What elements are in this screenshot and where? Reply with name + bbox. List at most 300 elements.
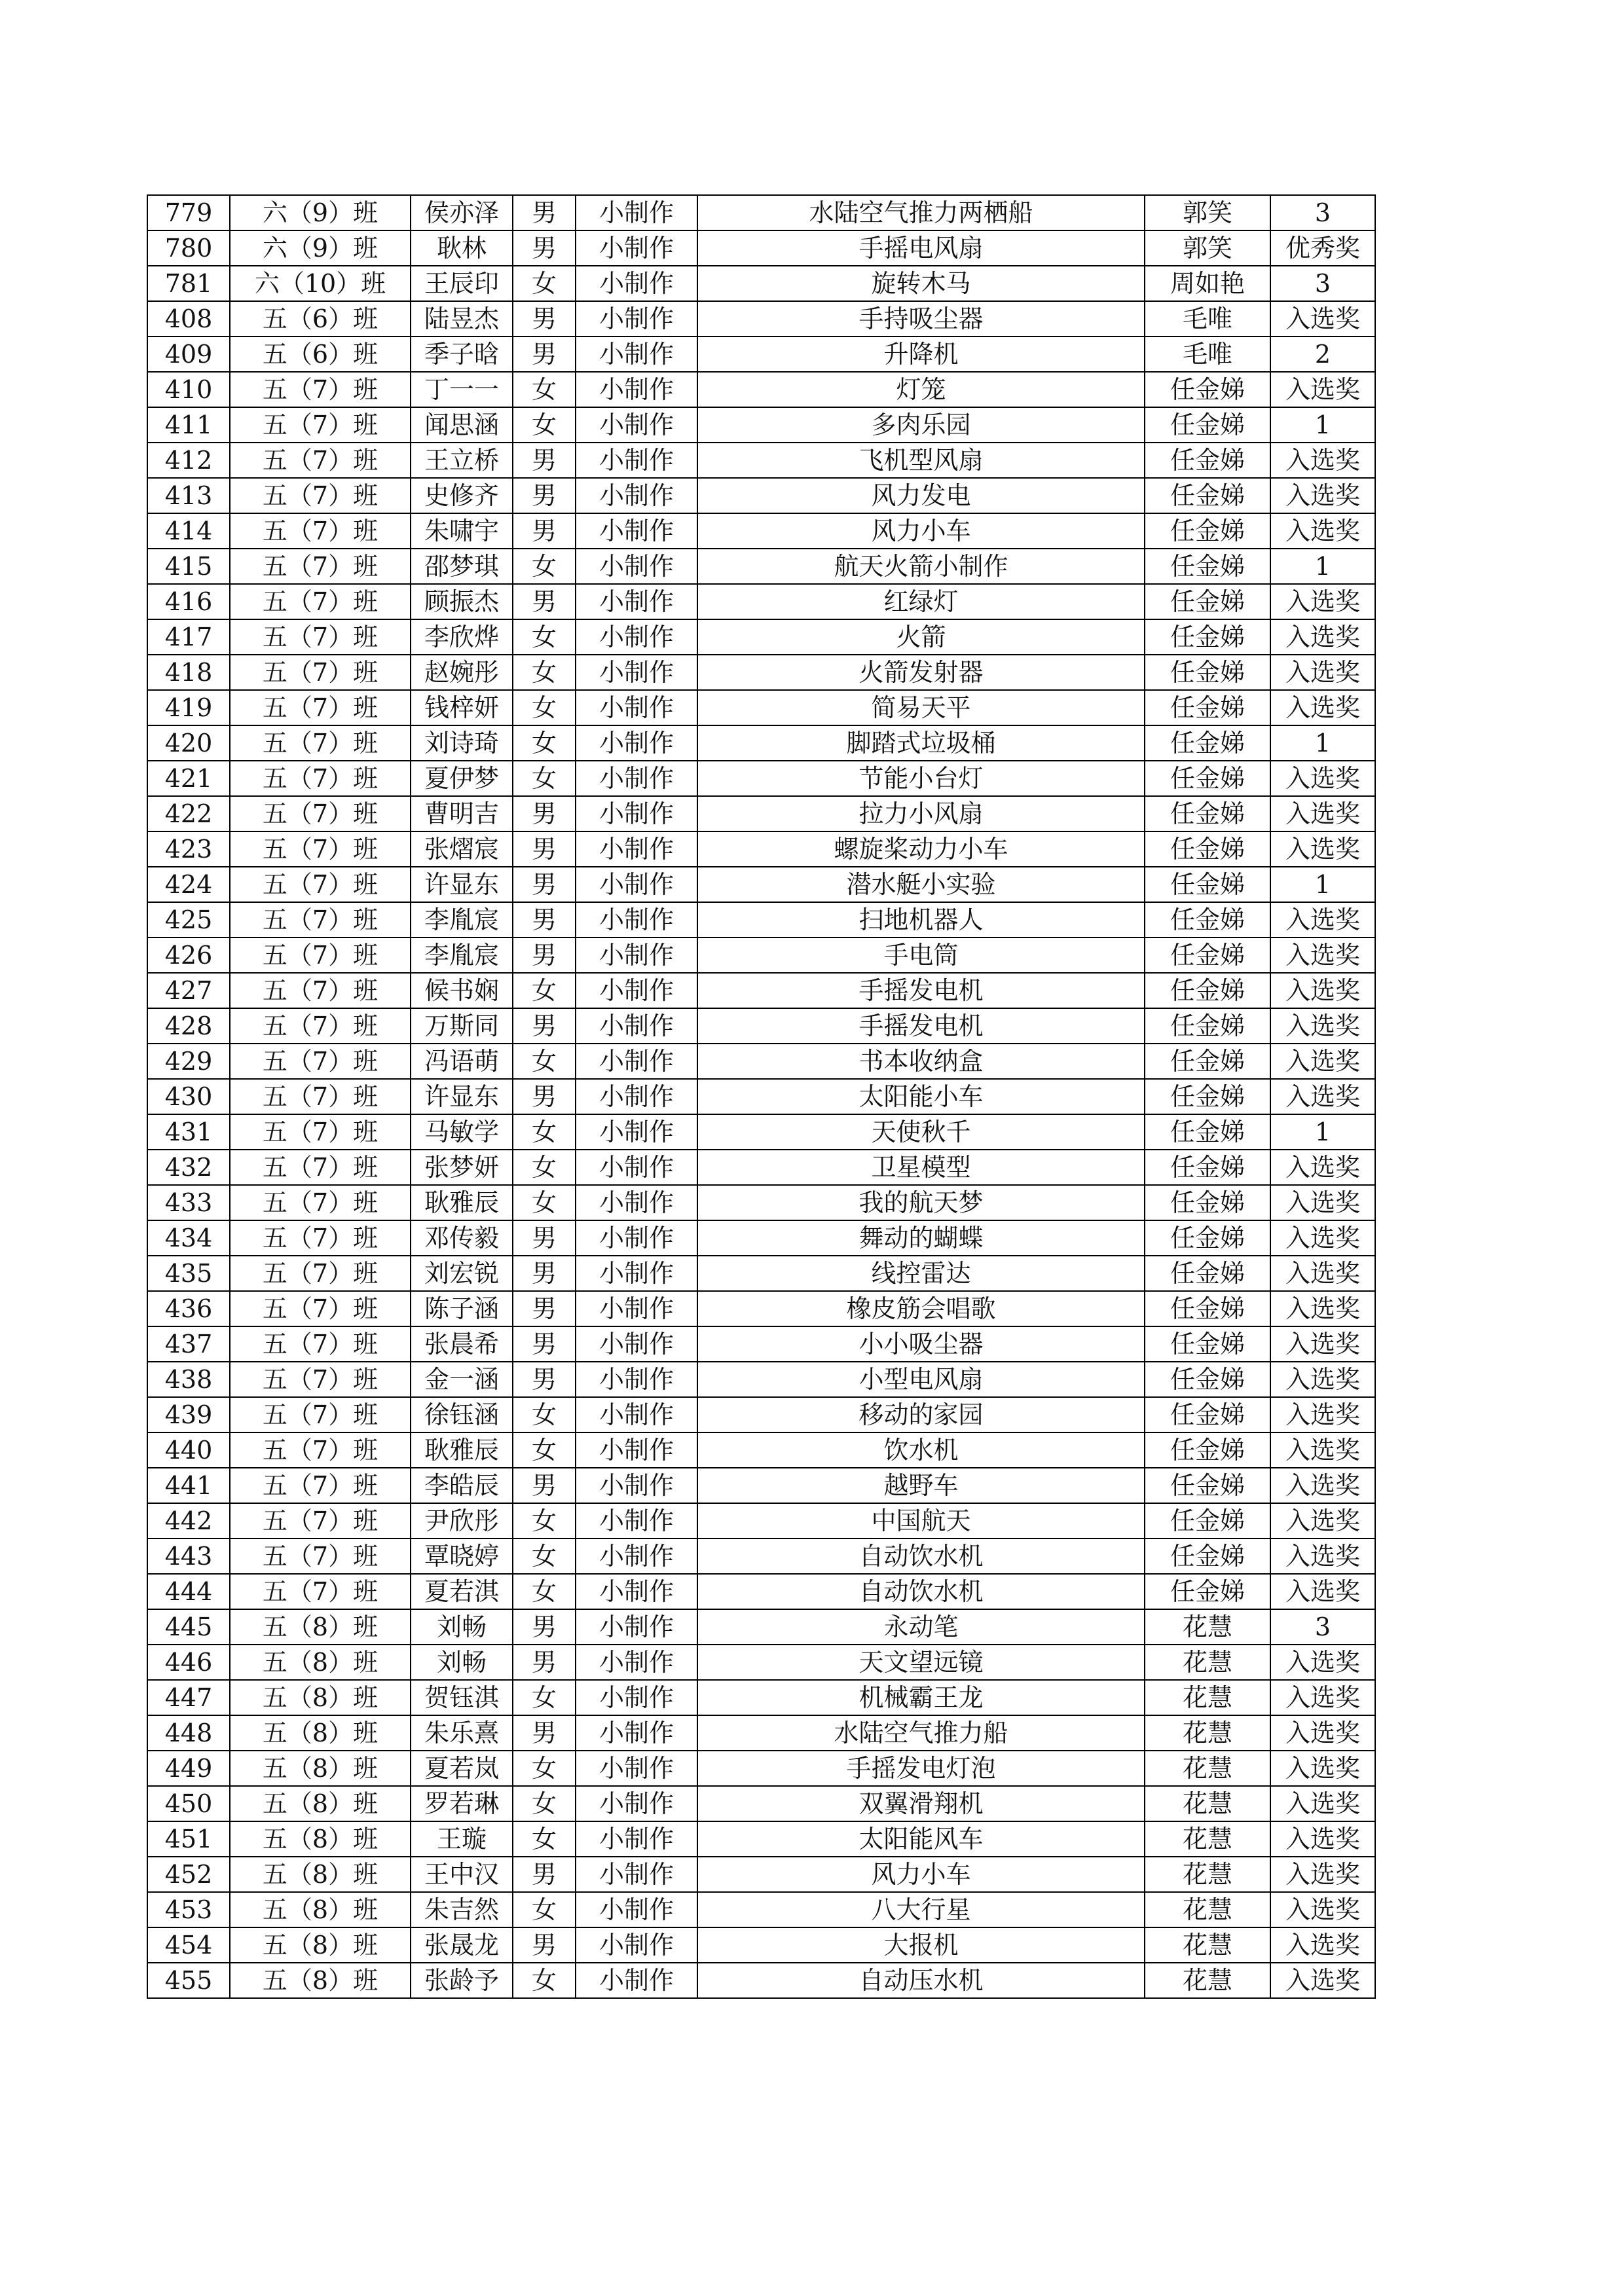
student-name-cell: 许显东: [411, 867, 513, 902]
student-name-cell: 朱啸宇: [411, 513, 513, 549]
class-cell: 五（8）班: [230, 1892, 411, 1927]
class-cell: 五（7）班: [230, 655, 411, 690]
teacher-cell: 任金娣: [1145, 796, 1270, 831]
award-cell: 入选奖: [1270, 1397, 1375, 1432]
class-cell: 五（7）班: [230, 1150, 411, 1185]
award-cell: 入选奖: [1270, 1432, 1375, 1468]
award-cell: 入选奖: [1270, 1150, 1375, 1185]
gender-cell: 男: [513, 902, 576, 938]
table-row: [147, 1574, 1375, 1609]
table-row: [147, 690, 1375, 725]
table-row: [147, 1927, 1375, 1963]
teacher-cell: 任金娣: [1145, 1539, 1270, 1574]
teacher-cell: 毛唯: [1145, 301, 1270, 337]
student-name-cell: 王立桥: [411, 443, 513, 478]
work-title-cell: 天文望远镜: [697, 1645, 1145, 1680]
student-name-cell: 朱吉然: [411, 1892, 513, 1927]
class-cell: 五（7）班: [230, 1503, 411, 1539]
category-cell: 小制作: [576, 1963, 697, 1998]
gender-cell: 女: [513, 1539, 576, 1574]
category-cell: 小制作: [576, 1468, 697, 1503]
work-title-cell: 卫星模型: [697, 1150, 1145, 1185]
gender-cell: 男: [513, 1326, 576, 1362]
teacher-cell: 任金娣: [1145, 1220, 1270, 1256]
student-name-cell: 陈子涵: [411, 1291, 513, 1326]
gender-cell: 女: [513, 549, 576, 584]
gender-cell: 女: [513, 1114, 576, 1150]
serial-number-cell: 410: [147, 372, 230, 407]
serial-number-cell: 433: [147, 1185, 230, 1220]
serial-number-cell: 413: [147, 478, 230, 513]
teacher-cell: 郭笑: [1145, 195, 1270, 230]
class-cell: 五（8）班: [230, 1680, 411, 1715]
award-cell: 入选奖: [1270, 1503, 1375, 1539]
serial-number-cell: 452: [147, 1857, 230, 1892]
student-name-cell: 赵婉彤: [411, 655, 513, 690]
gender-cell: 女: [513, 1150, 576, 1185]
table-row: [147, 549, 1375, 584]
category-cell: 小制作: [576, 1326, 697, 1362]
gender-cell: 女: [513, 1432, 576, 1468]
serial-number-cell: 420: [147, 725, 230, 761]
teacher-cell: 郭笑: [1145, 230, 1270, 266]
student-name-cell: 邵梦琪: [411, 549, 513, 584]
category-cell: 小制作: [576, 1185, 697, 1220]
award-cell: 入选奖: [1270, 1291, 1375, 1326]
teacher-cell: 任金娣: [1145, 1008, 1270, 1044]
award-cell: 入选奖: [1270, 1715, 1375, 1751]
award-cell: 1: [1270, 549, 1375, 584]
table-row: [147, 1892, 1375, 1927]
work-title-cell: 双翼滑翔机: [697, 1786, 1145, 1821]
work-title-cell: 书本收纳盒: [697, 1044, 1145, 1079]
teacher-cell: 花慧: [1145, 1963, 1270, 1998]
award-cell: 入选奖: [1270, 655, 1375, 690]
table-row: [147, 230, 1375, 266]
teacher-cell: 周如艳: [1145, 266, 1270, 301]
work-title-cell: 水陆空气推力船: [697, 1715, 1145, 1751]
gender-cell: 女: [513, 761, 576, 796]
category-cell: 小制作: [576, 761, 697, 796]
serial-number-cell: 453: [147, 1892, 230, 1927]
category-cell: 小制作: [576, 796, 697, 831]
work-title-cell: 火箭: [697, 619, 1145, 655]
work-title-cell: 线控雷达: [697, 1256, 1145, 1291]
work-title-cell: 火箭发射器: [697, 655, 1145, 690]
student-name-cell: 万斯同: [411, 1008, 513, 1044]
award-cell: 2: [1270, 337, 1375, 372]
teacher-cell: 任金娣: [1145, 761, 1270, 796]
teacher-cell: 任金娣: [1145, 1185, 1270, 1220]
category-cell: 小制作: [576, 1680, 697, 1715]
class-cell: 五（7）班: [230, 513, 411, 549]
table-row: [147, 938, 1375, 973]
award-cell: 入选奖: [1270, 938, 1375, 973]
teacher-cell: 任金娣: [1145, 513, 1270, 549]
gender-cell: 男: [513, 1256, 576, 1291]
teacher-cell: 任金娣: [1145, 1362, 1270, 1397]
work-title-cell: 简易天平: [697, 690, 1145, 725]
teacher-cell: 任金娣: [1145, 1150, 1270, 1185]
class-cell: 五（8）班: [230, 1927, 411, 1963]
work-title-cell: 风力发电: [697, 478, 1145, 513]
work-title-cell: 小型电风扇: [697, 1362, 1145, 1397]
work-title-cell: 节能小台灯: [697, 761, 1145, 796]
serial-number-cell: 436: [147, 1291, 230, 1326]
class-cell: 五（7）班: [230, 1256, 411, 1291]
table-row: [147, 1503, 1375, 1539]
award-cell: 1: [1270, 867, 1375, 902]
teacher-cell: 任金娣: [1145, 407, 1270, 443]
class-cell: 五（8）班: [230, 1786, 411, 1821]
work-title-cell: 自动饮水机: [697, 1539, 1145, 1574]
work-title-cell: 小小吸尘器: [697, 1326, 1145, 1362]
work-title-cell: 飞机型风扇: [697, 443, 1145, 478]
gender-cell: 男: [513, 1220, 576, 1256]
gender-cell: 女: [513, 1574, 576, 1609]
serial-number-cell: 454: [147, 1927, 230, 1963]
serial-number-cell: 419: [147, 690, 230, 725]
gender-cell: 女: [513, 690, 576, 725]
table-row: [147, 1362, 1375, 1397]
award-cell: 入选奖: [1270, 1821, 1375, 1857]
table-row: [147, 1185, 1375, 1220]
table-row: [147, 796, 1375, 831]
category-cell: 小制作: [576, 1751, 697, 1786]
serial-number-cell: 416: [147, 584, 230, 619]
work-title-cell: 舞动的蝴蝶: [697, 1220, 1145, 1256]
work-title-cell: 手摇电风扇: [697, 230, 1145, 266]
table-row: [147, 761, 1375, 796]
category-cell: 小制作: [576, 938, 697, 973]
award-cell: 入选奖: [1270, 584, 1375, 619]
table-row: [147, 619, 1375, 655]
gender-cell: 男: [513, 337, 576, 372]
class-cell: 五（7）班: [230, 1114, 411, 1150]
work-title-cell: 潜水艇小实验: [697, 867, 1145, 902]
serial-number-cell: 427: [147, 973, 230, 1008]
serial-number-cell: 451: [147, 1821, 230, 1857]
award-cell: 入选奖: [1270, 1751, 1375, 1786]
category-cell: 小制作: [576, 1892, 697, 1927]
class-cell: 五（7）班: [230, 549, 411, 584]
class-cell: 五（8）班: [230, 1821, 411, 1857]
category-cell: 小制作: [576, 1927, 697, 1963]
award-cell: 入选奖: [1270, 831, 1375, 867]
class-cell: 五（7）班: [230, 1220, 411, 1256]
category-cell: 小制作: [576, 337, 697, 372]
work-title-cell: 八大行星: [697, 1892, 1145, 1927]
table-row: [147, 655, 1375, 690]
work-title-cell: 风力小车: [697, 1857, 1145, 1892]
class-cell: 五（7）班: [230, 1574, 411, 1609]
award-cell: 入选奖: [1270, 1857, 1375, 1892]
award-cell: 入选奖: [1270, 690, 1375, 725]
teacher-cell: 任金娣: [1145, 725, 1270, 761]
work-title-cell: 移动的家园: [697, 1397, 1145, 1432]
gender-cell: 男: [513, 478, 576, 513]
work-title-cell: 大报机: [697, 1927, 1145, 1963]
award-cell: 入选奖: [1270, 1008, 1375, 1044]
student-name-cell: 罗若琳: [411, 1786, 513, 1821]
gender-cell: 女: [513, 1786, 576, 1821]
teacher-cell: 花慧: [1145, 1751, 1270, 1786]
work-title-cell: 多肉乐园: [697, 407, 1145, 443]
category-cell: 小制作: [576, 902, 697, 938]
category-cell: 小制作: [576, 655, 697, 690]
gender-cell: 女: [513, 725, 576, 761]
gender-cell: 女: [513, 1680, 576, 1715]
serial-number-cell: 431: [147, 1114, 230, 1150]
serial-number-cell: 418: [147, 655, 230, 690]
gender-cell: 女: [513, 1821, 576, 1857]
award-cell: 1: [1270, 725, 1375, 761]
teacher-cell: 花慧: [1145, 1821, 1270, 1857]
serial-number-cell: 781: [147, 266, 230, 301]
serial-number-cell: 447: [147, 1680, 230, 1715]
student-name-cell: 夏若岚: [411, 1751, 513, 1786]
work-title-cell: 越野车: [697, 1468, 1145, 1503]
gender-cell: 女: [513, 266, 576, 301]
student-name-cell: 耿林: [411, 230, 513, 266]
teacher-cell: 花慧: [1145, 1927, 1270, 1963]
table-row: [147, 831, 1375, 867]
class-cell: 五（7）班: [230, 690, 411, 725]
teacher-cell: 任金娣: [1145, 1044, 1270, 1079]
student-name-cell: 刘宏锐: [411, 1256, 513, 1291]
table-row: [147, 1680, 1375, 1715]
serial-number-cell: 455: [147, 1963, 230, 1998]
award-cell: 入选奖: [1270, 301, 1375, 337]
student-name-cell: 季子晗: [411, 337, 513, 372]
table-row: [147, 1786, 1375, 1821]
student-name-cell: 李欣烨: [411, 619, 513, 655]
teacher-cell: 任金娣: [1145, 1397, 1270, 1432]
category-cell: 小制作: [576, 1609, 697, 1645]
work-title-cell: 螺旋桨动力小车: [697, 831, 1145, 867]
work-title-cell: 红绿灯: [697, 584, 1145, 619]
table-row: [147, 584, 1375, 619]
student-name-cell: 王璇: [411, 1821, 513, 1857]
class-cell: 五（7）班: [230, 831, 411, 867]
serial-number-cell: 445: [147, 1609, 230, 1645]
gender-cell: 男: [513, 195, 576, 230]
award-cell: 入选奖: [1270, 1220, 1375, 1256]
serial-number-cell: 779: [147, 195, 230, 230]
class-cell: 五（7）班: [230, 1362, 411, 1397]
student-name-cell: 陆昱杰: [411, 301, 513, 337]
serial-number-cell: 412: [147, 443, 230, 478]
class-cell: 六（9）班: [230, 230, 411, 266]
category-cell: 小制作: [576, 1645, 697, 1680]
award-cell: 入选奖: [1270, 973, 1375, 1008]
teacher-cell: 任金娣: [1145, 549, 1270, 584]
work-title-cell: 自动饮水机: [697, 1574, 1145, 1609]
table-row: [147, 902, 1375, 938]
gender-cell: 女: [513, 655, 576, 690]
work-title-cell: 旋转木马: [697, 266, 1145, 301]
student-name-cell: 顾振杰: [411, 584, 513, 619]
award-cell: 入选奖: [1270, 902, 1375, 938]
serial-number-cell: 422: [147, 796, 230, 831]
serial-number-cell: 435: [147, 1256, 230, 1291]
work-title-cell: 风力小车: [697, 513, 1145, 549]
teacher-cell: 任金娣: [1145, 1256, 1270, 1291]
gender-cell: 女: [513, 1751, 576, 1786]
student-name-cell: 马敏学: [411, 1114, 513, 1150]
class-cell: 五（7）班: [230, 1008, 411, 1044]
serial-number-cell: 437: [147, 1326, 230, 1362]
class-cell: 五（7）班: [230, 761, 411, 796]
award-cell: 入选奖: [1270, 1574, 1375, 1609]
category-cell: 小制作: [576, 230, 697, 266]
class-cell: 五（8）班: [230, 1609, 411, 1645]
table-row: [147, 1220, 1375, 1256]
category-cell: 小制作: [576, 1857, 697, 1892]
serial-number-cell: 450: [147, 1786, 230, 1821]
serial-number-cell: 411: [147, 407, 230, 443]
student-name-cell: 闻思涵: [411, 407, 513, 443]
category-cell: 小制作: [576, 1362, 697, 1397]
teacher-cell: 花慧: [1145, 1892, 1270, 1927]
work-title-cell: 升降机: [697, 337, 1145, 372]
gender-cell: 男: [513, 867, 576, 902]
teacher-cell: 花慧: [1145, 1786, 1270, 1821]
gender-cell: 男: [513, 513, 576, 549]
award-cell: 入选奖: [1270, 1326, 1375, 1362]
award-cell: 入选奖: [1270, 1963, 1375, 1998]
student-name-cell: 钱梓妍: [411, 690, 513, 725]
serial-number-cell: 440: [147, 1432, 230, 1468]
work-title-cell: 扫地机器人: [697, 902, 1145, 938]
serial-number-cell: 446: [147, 1645, 230, 1680]
work-title-cell: 航天火箭小制作: [697, 549, 1145, 584]
class-cell: 六（9）班: [230, 195, 411, 230]
table-row: [147, 1044, 1375, 1079]
gender-cell: 女: [513, 619, 576, 655]
teacher-cell: 任金娣: [1145, 690, 1270, 725]
table-row: [147, 1751, 1375, 1786]
student-name-cell: 王中汉: [411, 1857, 513, 1892]
award-cell: 入选奖: [1270, 1645, 1375, 1680]
serial-number-cell: 417: [147, 619, 230, 655]
work-title-cell: 橡皮筋会唱歌: [697, 1291, 1145, 1326]
table-row: [147, 867, 1375, 902]
gender-cell: 男: [513, 1468, 576, 1503]
class-cell: 五（8）班: [230, 1715, 411, 1751]
student-name-cell: 耿雅辰: [411, 1432, 513, 1468]
category-cell: 小制作: [576, 690, 697, 725]
class-cell: 五（7）班: [230, 1539, 411, 1574]
teacher-cell: 任金娣: [1145, 372, 1270, 407]
award-cell: 3: [1270, 1609, 1375, 1645]
category-cell: 小制作: [576, 973, 697, 1008]
category-cell: 小制作: [576, 867, 697, 902]
class-cell: 五（6）班: [230, 301, 411, 337]
award-cell: 入选奖: [1270, 796, 1375, 831]
award-cell: 1: [1270, 407, 1375, 443]
work-title-cell: 饮水机: [697, 1432, 1145, 1468]
gender-cell: 女: [513, 1044, 576, 1079]
serial-number-cell: 434: [147, 1220, 230, 1256]
table-row: [147, 1609, 1375, 1645]
award-cell: 入选奖: [1270, 1786, 1375, 1821]
student-name-cell: 侯亦泽: [411, 195, 513, 230]
award-cell: 入选奖: [1270, 478, 1375, 513]
teacher-cell: 任金娣: [1145, 443, 1270, 478]
work-title-cell: 手持吸尘器: [697, 301, 1145, 337]
serial-number-cell: 428: [147, 1008, 230, 1044]
serial-number-cell: 443: [147, 1539, 230, 1574]
teacher-cell: 花慧: [1145, 1609, 1270, 1645]
student-name-cell: 贺钰淇: [411, 1680, 513, 1715]
gender-cell: 女: [513, 1963, 576, 1998]
gender-cell: 男: [513, 831, 576, 867]
work-title-cell: 手电筒: [697, 938, 1145, 973]
category-cell: 小制作: [576, 1220, 697, 1256]
category-cell: 小制作: [576, 1786, 697, 1821]
serial-number-cell: 444: [147, 1574, 230, 1609]
teacher-cell: 任金娣: [1145, 1574, 1270, 1609]
category-cell: 小制作: [576, 1397, 697, 1432]
teacher-cell: 任金娣: [1145, 1468, 1270, 1503]
gender-cell: 女: [513, 1503, 576, 1539]
teacher-cell: 花慧: [1145, 1857, 1270, 1892]
teacher-cell: 任金娣: [1145, 973, 1270, 1008]
student-name-cell: 曹明吉: [411, 796, 513, 831]
category-cell: 小制作: [576, 831, 697, 867]
gender-cell: 男: [513, 938, 576, 973]
serial-number-cell: 414: [147, 513, 230, 549]
class-cell: 五（7）班: [230, 902, 411, 938]
gender-cell: 男: [513, 1362, 576, 1397]
work-title-cell: 脚踏式垃圾桶: [697, 725, 1145, 761]
gender-cell: 男: [513, 1079, 576, 1114]
table-row: [147, 1715, 1375, 1751]
gender-cell: 男: [513, 584, 576, 619]
category-cell: 小制作: [576, 513, 697, 549]
award-cell: 1: [1270, 1114, 1375, 1150]
gender-cell: 女: [513, 1892, 576, 1927]
student-name-cell: 张梦妍: [411, 1150, 513, 1185]
work-title-cell: 天使秋千: [697, 1114, 1145, 1150]
table-row: [147, 1432, 1375, 1468]
class-cell: 五（7）班: [230, 407, 411, 443]
teacher-cell: 任金娣: [1145, 867, 1270, 902]
student-name-cell: 张晟龙: [411, 1927, 513, 1963]
category-cell: 小制作: [576, 1503, 697, 1539]
category-cell: 小制作: [576, 1432, 697, 1468]
serial-number-cell: 430: [147, 1079, 230, 1114]
award-cell: 入选奖: [1270, 761, 1375, 796]
award-cell: 入选奖: [1270, 372, 1375, 407]
table-row: [147, 266, 1375, 301]
category-cell: 小制作: [576, 1539, 697, 1574]
student-name-cell: 徐钰涵: [411, 1397, 513, 1432]
teacher-cell: 任金娣: [1145, 902, 1270, 938]
category-cell: 小制作: [576, 407, 697, 443]
serial-number-cell: 432: [147, 1150, 230, 1185]
teacher-cell: 任金娣: [1145, 1079, 1270, 1114]
table-row: [147, 1397, 1375, 1432]
class-cell: 五（7）班: [230, 973, 411, 1008]
student-name-cell: 张龄予: [411, 1963, 513, 1998]
award-cell: 入选奖: [1270, 1468, 1375, 1503]
work-title-cell: 太阳能小车: [697, 1079, 1145, 1114]
award-cell: 入选奖: [1270, 1256, 1375, 1291]
gender-cell: 男: [513, 443, 576, 478]
student-name-cell: 冯语萌: [411, 1044, 513, 1079]
